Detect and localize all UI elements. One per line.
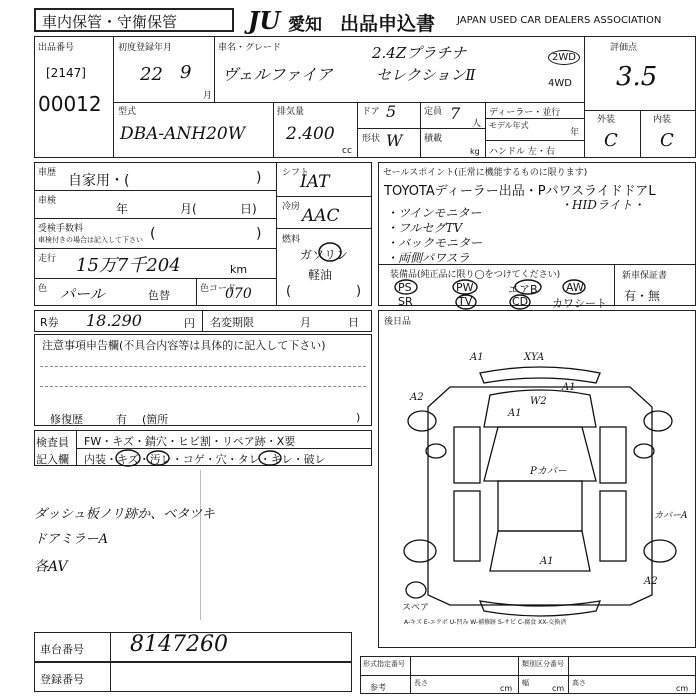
mark-xya: XYA (524, 352, 545, 363)
length-label: 長さ (414, 679, 428, 687)
note-line-3: 各AV (34, 559, 68, 575)
registration-year: 22 (140, 64, 163, 85)
capacity-label: 定員 (424, 107, 443, 117)
name-change-day: 日 (348, 316, 359, 329)
mark-w2: W2 (530, 396, 547, 407)
form-number-label: 形式指定番号 (363, 660, 405, 668)
shift-label: シフト (282, 168, 310, 178)
model-year-label: モデル年式 (489, 121, 529, 130)
equip-pw: PW (456, 281, 474, 294)
lot-code: [2147] (46, 66, 86, 80)
grade-line1: 2.4Zプラチナ (372, 44, 467, 62)
capacity-unit: 人 (472, 119, 482, 129)
mark-a2-rear: A2 (644, 576, 658, 587)
note-line-1: ダッシュ板ノリ跡か、ベタツキ (34, 507, 215, 522)
inspection-day-unit: 日) (240, 202, 257, 216)
tax-row (34, 310, 372, 332)
acceptance-open: ( (150, 226, 156, 242)
acceptance-note: 車検付きの場合は記入して下さい (38, 236, 143, 244)
damage-legend: A-キズ E-エクボ U-凹み W-補修跡 S-サビ C-腐食 XX-交換済 (404, 619, 567, 626)
equip-cd: CD (512, 295, 529, 308)
note-line-2: ドアミラーA (34, 532, 108, 547)
fuel-gasoline-circle (316, 242, 346, 262)
inspector-row-2: 内装・キズ・汚レ・コゲ・穴・タレ・キレ・破レ (84, 453, 326, 466)
handle-label: ハンドル 左・右 (489, 147, 555, 157)
tax-label: R券 (40, 316, 59, 329)
color-change-label: 色替 (148, 289, 170, 302)
acceptance-close: ) (256, 226, 262, 242)
year-unit: 年 (570, 128, 580, 138)
equip-airbag: エアB (508, 283, 538, 296)
color-code: 070 (225, 286, 252, 302)
tax-value: 18.290 (86, 311, 142, 330)
length-unit: cm (500, 684, 513, 693)
mark-a1-rear: A1 (540, 556, 554, 567)
storage-label: 車内保管・守衛保管 (42, 13, 178, 31)
name-change-month: 月 (300, 316, 311, 329)
evaluation-label: 評価点 (610, 43, 638, 53)
inspection-year-unit: 年 (116, 202, 129, 216)
selling-point-3: ・ツインモニター (386, 206, 482, 220)
inspector-row-1: FW・キズ・錆穴・ヒビ割・リペア跡・X要 (84, 435, 296, 448)
spare-tire-icon (404, 580, 428, 600)
displacement-label: 排気量 (277, 107, 305, 117)
warranty-label: 新車保証書 (622, 271, 668, 281)
inspector-label-2: 記入欄 (36, 453, 69, 466)
selling-point-1: TOYOTAディーラー出品・PパワスライドドアL (384, 184, 656, 199)
selling-points-label: セールスポイント(正常に機能するものに限ります) (383, 168, 588, 178)
capacity-value: 7 (450, 104, 461, 123)
mileage-unit: km (230, 263, 248, 276)
mark-a1-front: A1 (470, 352, 484, 363)
mark-a1-hood: A1 (508, 408, 522, 419)
history-close: ) (256, 170, 262, 186)
doors-value: 5 (386, 102, 397, 121)
cooler-value: AAC (302, 206, 340, 226)
evaluation-score: 3.5 (616, 62, 658, 92)
width-unit: cm (552, 684, 565, 693)
repair-location: (箇所 (142, 413, 169, 426)
selling-point-5: ・バックモニター (386, 236, 483, 250)
form-title: 出品申込書 (340, 13, 436, 35)
cooler-label: 冷房 (282, 202, 301, 212)
acceptance-label: 受検手数料 (38, 224, 84, 234)
color-label: 色 (38, 284, 48, 294)
mark-a1-right: A1 (562, 382, 576, 393)
fuel-gasoline: ガソリン (300, 248, 349, 262)
width-label: 幅 (522, 679, 529, 687)
name-change-label: 名変期限 (210, 316, 254, 329)
body-value: W (386, 131, 403, 150)
body-label: 形状 (362, 134, 381, 144)
fuel-close: ) (356, 284, 362, 299)
cc-unit: cc (342, 146, 352, 156)
load-unit: kg (470, 147, 480, 156)
remark-label: 参考 (370, 683, 386, 692)
model-name: ヴェルファイア (222, 65, 333, 84)
drive-2wd: 2WD (548, 50, 580, 65)
exterior-grade: C (604, 130, 618, 151)
interior-grade: C (660, 130, 674, 151)
lot-number: 00012 (38, 92, 102, 116)
inspection-label: 車検 (38, 196, 57, 206)
registry-label: 登録番号 (40, 673, 84, 686)
chassis-value: 8147260 (130, 632, 228, 657)
inspection-month-unit: 月( (180, 202, 197, 216)
registration-month: 9 (180, 62, 192, 83)
drive-4wd: 4WD (548, 78, 572, 89)
mark-p-cover: Pカバー (530, 466, 567, 477)
lot-label: 出品番号 (38, 43, 75, 53)
warranty-options: 有・無 (624, 289, 661, 303)
tax-unit: 円 (184, 317, 195, 330)
ju-logo: JU (248, 6, 281, 35)
equip-ps: PS (398, 281, 412, 294)
height-label: 高さ (572, 679, 586, 687)
mark-a2-left: A2 (410, 392, 424, 403)
color-code-label: 色コード (200, 284, 237, 294)
exterior-label: 外装 (597, 115, 616, 125)
inspector-circles (110, 448, 310, 468)
grade-line2: セレクションⅡ (376, 66, 476, 84)
selling-point-2: ・HIDライト・ (560, 198, 645, 212)
repair-label: 修復歴 (50, 413, 83, 426)
height-unit: cm (676, 684, 689, 693)
equipment-label: 装備品(純正品に限り◯をつけてください) (390, 270, 561, 280)
equip-aw: AW (566, 281, 584, 294)
registration-month-unit: 月 (203, 91, 213, 101)
equip-leather-seat: カワシート (552, 297, 607, 310)
type-value: DBA-ANH20W (120, 124, 246, 144)
dealer-label: ディーラー・並行 (489, 108, 561, 118)
fuel-diesel: 軽油 (308, 268, 333, 282)
repair-close: ) (356, 411, 361, 424)
history-label: 車歴 (38, 168, 57, 178)
mileage-label: 走行 (38, 254, 57, 264)
chassis-label: 車台番号 (40, 643, 84, 656)
class-number-label: 類別区分番号 (522, 660, 564, 668)
notes-label: 注意事項申告欄(不具合内容等は具体的に記入して下さい) (42, 339, 326, 352)
equip-sr: SR (398, 295, 413, 308)
fuel-label: 燃料 (282, 235, 301, 245)
interior-label: 内装 (653, 115, 672, 125)
type-label: 型式 (118, 107, 137, 117)
doors-label: ドア (362, 107, 380, 117)
inspector-label-1: 検査員 (36, 436, 69, 449)
equip-tv: TV (458, 295, 473, 308)
selling-point-6: ・両側パワスラ (386, 251, 470, 265)
selling-point-4: ・フルセグTV (386, 221, 463, 235)
registration-label: 初度登録年月 (118, 43, 173, 53)
repair-value: 有 (116, 413, 127, 426)
model-label: 車名・グレード (218, 43, 282, 53)
load-label: 積載 (424, 134, 443, 144)
displacement-value: 2.400 (286, 124, 335, 144)
spare-label: スペア (402, 603, 430, 613)
mark-cover-a: カバーA (654, 511, 688, 521)
color-value: パール (60, 285, 105, 303)
later-items-label: 後日品 (384, 317, 412, 327)
fuel-open: ( (286, 284, 292, 299)
region-label: 愛知 (288, 15, 322, 35)
association-name: JAPAN USED CAR DEALERS ASSOCIATION (457, 15, 662, 26)
mileage-value: 15万7千204 (76, 255, 181, 276)
history-value: 自家用・( (68, 173, 130, 189)
shift-value: IAT (300, 172, 330, 192)
